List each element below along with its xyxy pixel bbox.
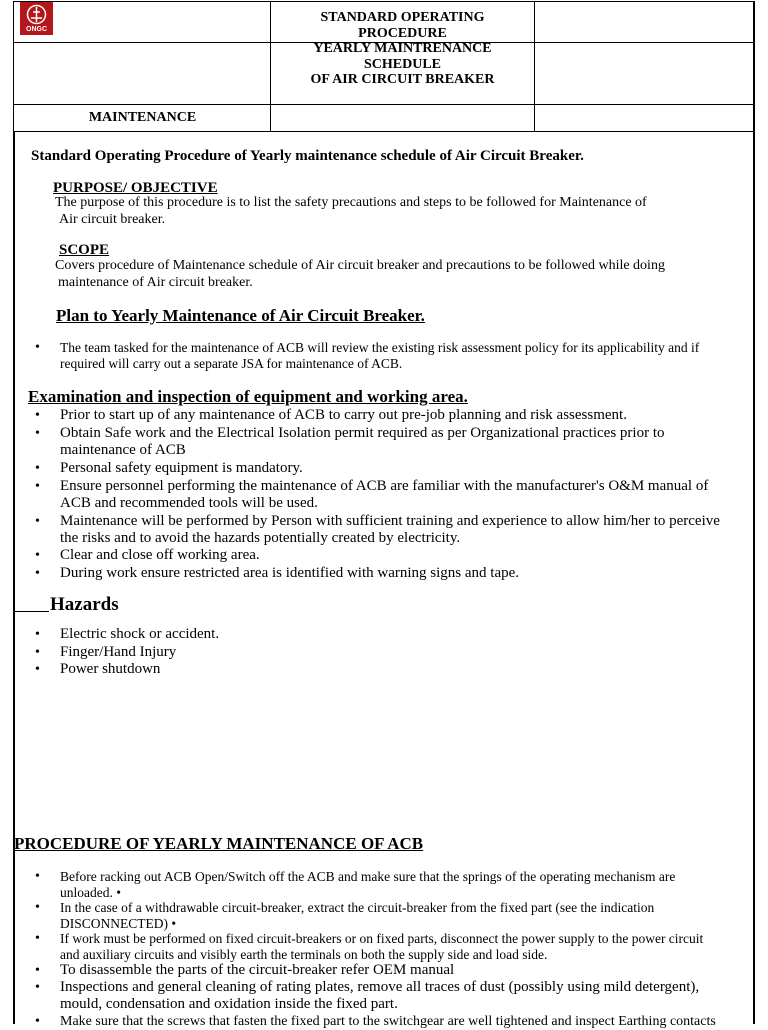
list-item: • Obtain Safe work and the Electrical Isolation permit required as per Organizational practices prior to maintenance of ACB: [35, 425, 665, 458]
plan-heading: Plan to Yearly Maintenance of Air Circuit Breaker.: [56, 306, 425, 325]
hazards-list: [35, 626, 220, 679]
list-item: • The team tasked for the maintenance of ACB will review the existing risk assessment policy for its applicability and if required will carry out a separate JSA for maintenance of ACB.: [35, 340, 700, 371]
list-item: • In the case of a withdrawable circuit-breaker, extract the circuit-breaker from the fixed part (see the indication DISCONNECTED) •: [35, 900, 655, 931]
hazards-rule: [13, 611, 49, 612]
scope-text: Covers procedure of Maintenance schedule of Air circuit breaker and precautions to be followed while doing maintenance of Air circuit breaker.: [55, 258, 665, 290]
header-title: STANDARD OPERATING PROCEDURE: [320, 10, 485, 41]
list-item: • Personal safety equipment is mandatory.: [35, 460, 303, 476]
examination-list: [35, 407, 720, 582]
list-item: • If work must be performed on fixed circuit-breakers or on fixed parts, disconnect the power supply to the power circuit and auxiliary circuits and visibly earth the terminals on both the supply side and load side.: [35, 931, 704, 962]
plan-list: [35, 340, 700, 372]
list-item: • Ensure personnel performing the maintenance of ACB are familiar with the manufacturer's O&M manual of ACB and recommended tools will be used.: [35, 478, 709, 511]
list-item: • Prior to start up of any maintenance of ACB to carry out pre-job planning and risk assessment.: [35, 407, 627, 423]
procedure-heading: PROCEDURE OF YEARLY MAINTENANCE OF ACB: [14, 834, 424, 853]
list-item: • Finger/Hand Injury: [35, 643, 177, 660]
scope-heading: SCOPE: [59, 242, 110, 258]
list-item: • During work ensure restricted area is identified with warning signs and tape.: [35, 565, 520, 581]
list-item: • Before racking out ACB Open/Switch off the ACB and make sure that the springs of the operating mechanism are unloaded. •: [35, 869, 676, 900]
procedure-list: [35, 869, 716, 1030]
logo-emblem-icon: [26, 4, 47, 25]
examination-heading: Examination and inspection of equipment and working area.: [28, 387, 468, 406]
hazards-heading: Hazards: [50, 594, 119, 615]
header-divider: [13, 104, 754, 105]
document-title: Standard Operating Procedure of Yearly maintenance schedule of Air Circuit Breaker.: [31, 148, 584, 164]
ongc-logo: [20, 2, 53, 35]
page-border-left: [13, 132, 15, 1024]
purpose-heading: PURPOSE/ OBJECTIVE: [53, 180, 218, 196]
list-item: • To disassemble the parts of the circuit-breaker refer OEM manual: [35, 962, 455, 978]
logo-text: ONGC: [26, 26, 47, 33]
purpose-text: The purpose of this procedure is to list the safety precautions and steps to be followed for Maintenance of Air circuit breaker.: [55, 195, 647, 227]
header-subtitle: YEARLY MAINTRENANCE SCHEDULE OF AIR CIRCUIT BREAKER: [310, 41, 495, 87]
list-item: • Inspections and general cleaning of rating plates, remove all traces of dust (possibly using mild detergent), mould, condensation and oxidation inside the fixed part.: [35, 979, 700, 1012]
list-item: • Power shutdown: [35, 661, 161, 677]
page-border-right: [753, 1, 755, 1024]
header-divider: [534, 1, 535, 132]
list-item: • Maintenance will be performed by Person with sufficient training and experience to allow him/her to perceive the risks and to avoid the hazards potentially created by electricity.: [35, 513, 720, 546]
list-item: • Clear and close off working area.: [35, 547, 260, 563]
list-item: • Electric shock or accident.: [35, 626, 220, 642]
department-label: MAINTENANCE: [88, 110, 197, 125]
list-item: • Make sure that the screws that fasten the fixed part to the switchgear are well tightened and inspect Earthing contacts: [35, 1014, 716, 1029]
